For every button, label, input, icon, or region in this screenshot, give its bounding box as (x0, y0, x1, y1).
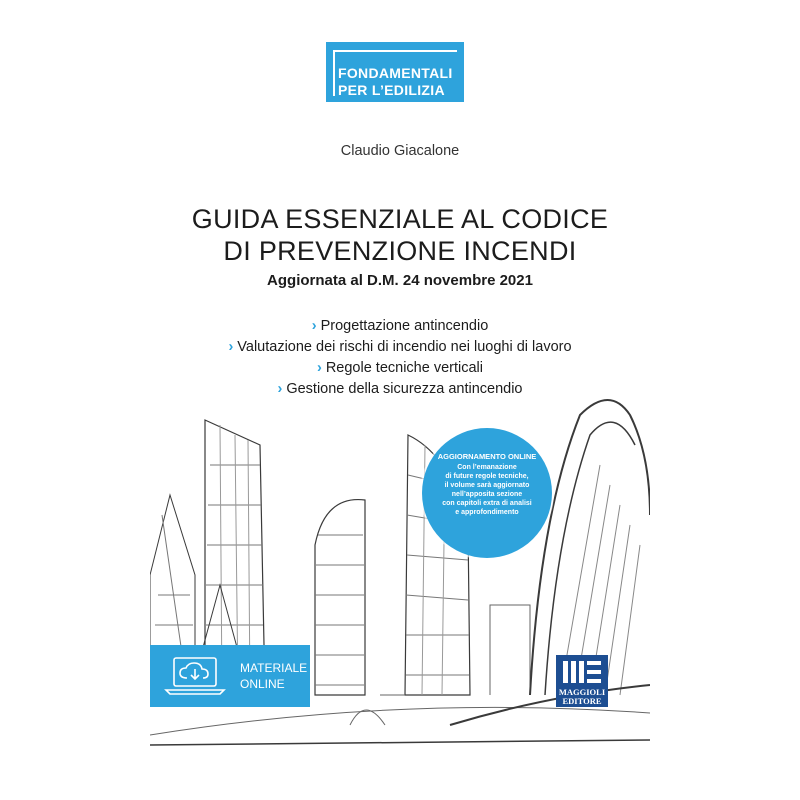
publisher-mark-icon (556, 655, 608, 687)
series-line-2: PER L’EDILIZIA (338, 82, 445, 98)
online-update-line: nell’apposita sezione (451, 491, 523, 498)
publisher-name-line-1: MAGGIOLI (558, 687, 606, 697)
online-update-line: il volume sarà aggiornato (444, 482, 530, 489)
author-name: Claudio Giacalone (340, 143, 460, 159)
book-title-line-2: DI PREVENZIONE INCENDI (223, 236, 577, 266)
chevron-right-icon: › (316, 360, 322, 376)
chevron-right-icon: › (277, 381, 283, 397)
chevron-right-icon: › (311, 318, 317, 334)
topic-label: Gestione della sicurezza antincendio (286, 381, 523, 397)
online-update-line: Con l’emanazione (457, 464, 517, 471)
online-update-line: di future regole tecniche, (445, 473, 529, 480)
publisher-name (556, 688, 608, 706)
online-update-text (436, 463, 538, 517)
online-update-line: e approfondimento (455, 509, 519, 516)
book-title-line-1: GUIDA ESSENZIALE AL CODICE (191, 204, 609, 234)
topic-item (0, 339, 800, 360)
material-online-box (150, 645, 310, 707)
cloud-download-laptop-icon (160, 654, 230, 698)
book-subtitle: Aggiornata al D.M. 24 novembre 2021 (267, 272, 533, 289)
series-badge (326, 42, 464, 102)
material-online-line-2: ONLINE (240, 677, 285, 691)
topic-item (0, 318, 800, 339)
series-line-1: FONDAMENTALI (338, 65, 453, 81)
material-online-line-1: MATERIALE (240, 661, 308, 675)
material-online-label (240, 660, 307, 692)
topic-item (0, 360, 800, 381)
topic-label: Regole tecniche verticali (325, 360, 483, 376)
online-update-heading: AGGIORNAMENTO ONLINE (437, 452, 537, 461)
topic-label: Progettazione antincendio (320, 318, 489, 334)
publisher-logo (556, 655, 608, 707)
publisher-name-line-2: EDITORE (562, 696, 602, 706)
online-update-line: con capitoli extra di analisi (442, 500, 532, 507)
topic-label: Valutazione dei rischi di incendio nei luoghi di lavoro (237, 339, 572, 355)
online-update-badge (422, 428, 552, 558)
chevron-right-icon: › (228, 339, 234, 355)
topic-list (0, 318, 800, 402)
